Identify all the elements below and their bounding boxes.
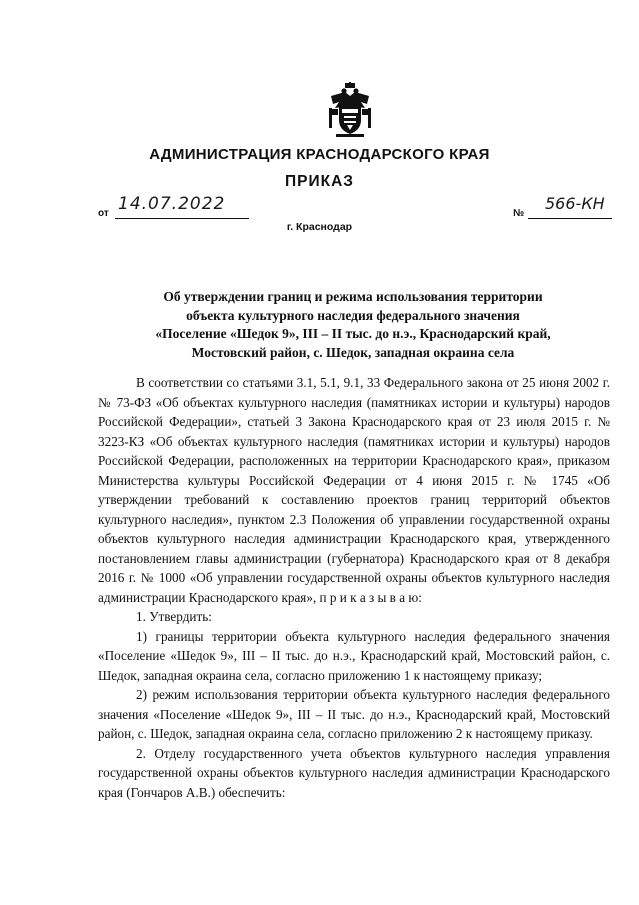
title-line: Об утверждении границ и режима использования территории: [163, 289, 543, 304]
organization-name: АДМИНИСТРАЦИЯ КРАСНОДАРСКОГО КРАЯ: [149, 146, 490, 163]
paragraph-item-1-1: 1) границы территории объекта культурного наследия федерального значения «Поселение «Шедок 9», III – II тыс. до н.э., Краснодарский край, Мостовский район, с. Шедок, западная окраина села, согласно приложению 1 к настоящему приказу;: [98, 628, 610, 683]
paragraph-preamble: В соответствии со статьями 3.1, 5.1, 9.1, 33 Федерального закона от 25 июня 2002 г. № 73-ФЗ «Об объектах культурного наследия (памятниках истории и культуры) народов Российской Федерации», статьей 3 Закона Краснодарского края от 23 июля 2015 г. № 3223-КЗ «Об объектах культурного наследия (памятниках истории и культуры) народов Российской Федерации, расположенных на территории Краснодарского края», приказом Министерства культуры Российской Федерации от 4 июня 2015 г. № 1745 «Об утверждении требований к составлению проектов границ территорий объектов культурного наследия», пунктом 2.3 Положения об управлении государственной охраны объектов культурного наследия администрации Краснодарского края, утвержденного постановлением главы администрации (губернатора) Краснодарского края от 8 декабря 2016 г. № 1000 «Об управлении государственной охраны объектов культурного наследия администрации Краснодарского края», п р и к а з ы в а ю:: [98, 375, 610, 605]
date-underline: [115, 218, 249, 219]
document-title: [98, 288, 608, 362]
document-body: [98, 373, 610, 802]
number-label: №: [513, 208, 525, 219]
document-type: ПРИКАЗ: [285, 173, 354, 190]
paragraph-item-1-2: 2) режим использования территории объекта культурного наследия федерального значения «Поселение «Шедок 9», III – II тыс. до н.э., Краснодарский край, Мостовский район, с. Шедок, западная окраина села, согласно приложению 2 к настоящему приказу.: [98, 687, 610, 741]
paragraph-item-2: 2. Отделу государственного учета объектов культурного наследия управления государственной охраны объектов культурного наследия администрации Краснодарского края (Гончаров А.В.) обеспечить:: [98, 745, 610, 800]
title-line: объекта культурного наследия федерального значения: [186, 307, 520, 323]
city: г. Краснодар: [286, 221, 353, 233]
date-label: от: [98, 208, 109, 219]
number-underline: [528, 218, 612, 219]
date-value: 14.07.2022: [118, 194, 226, 214]
paragraph-item-1: 1. Утвердить:: [136, 609, 212, 624]
coat-of-arms-icon: [327, 82, 373, 138]
number-value: 566-КН: [545, 194, 605, 213]
title-line: Мостовский район, с. Шедок, западная окраина села: [191, 344, 515, 360]
title-line: «Поселение «Шедок 9», III – II тыс. до н.э., Краснодарский край,: [155, 326, 551, 341]
